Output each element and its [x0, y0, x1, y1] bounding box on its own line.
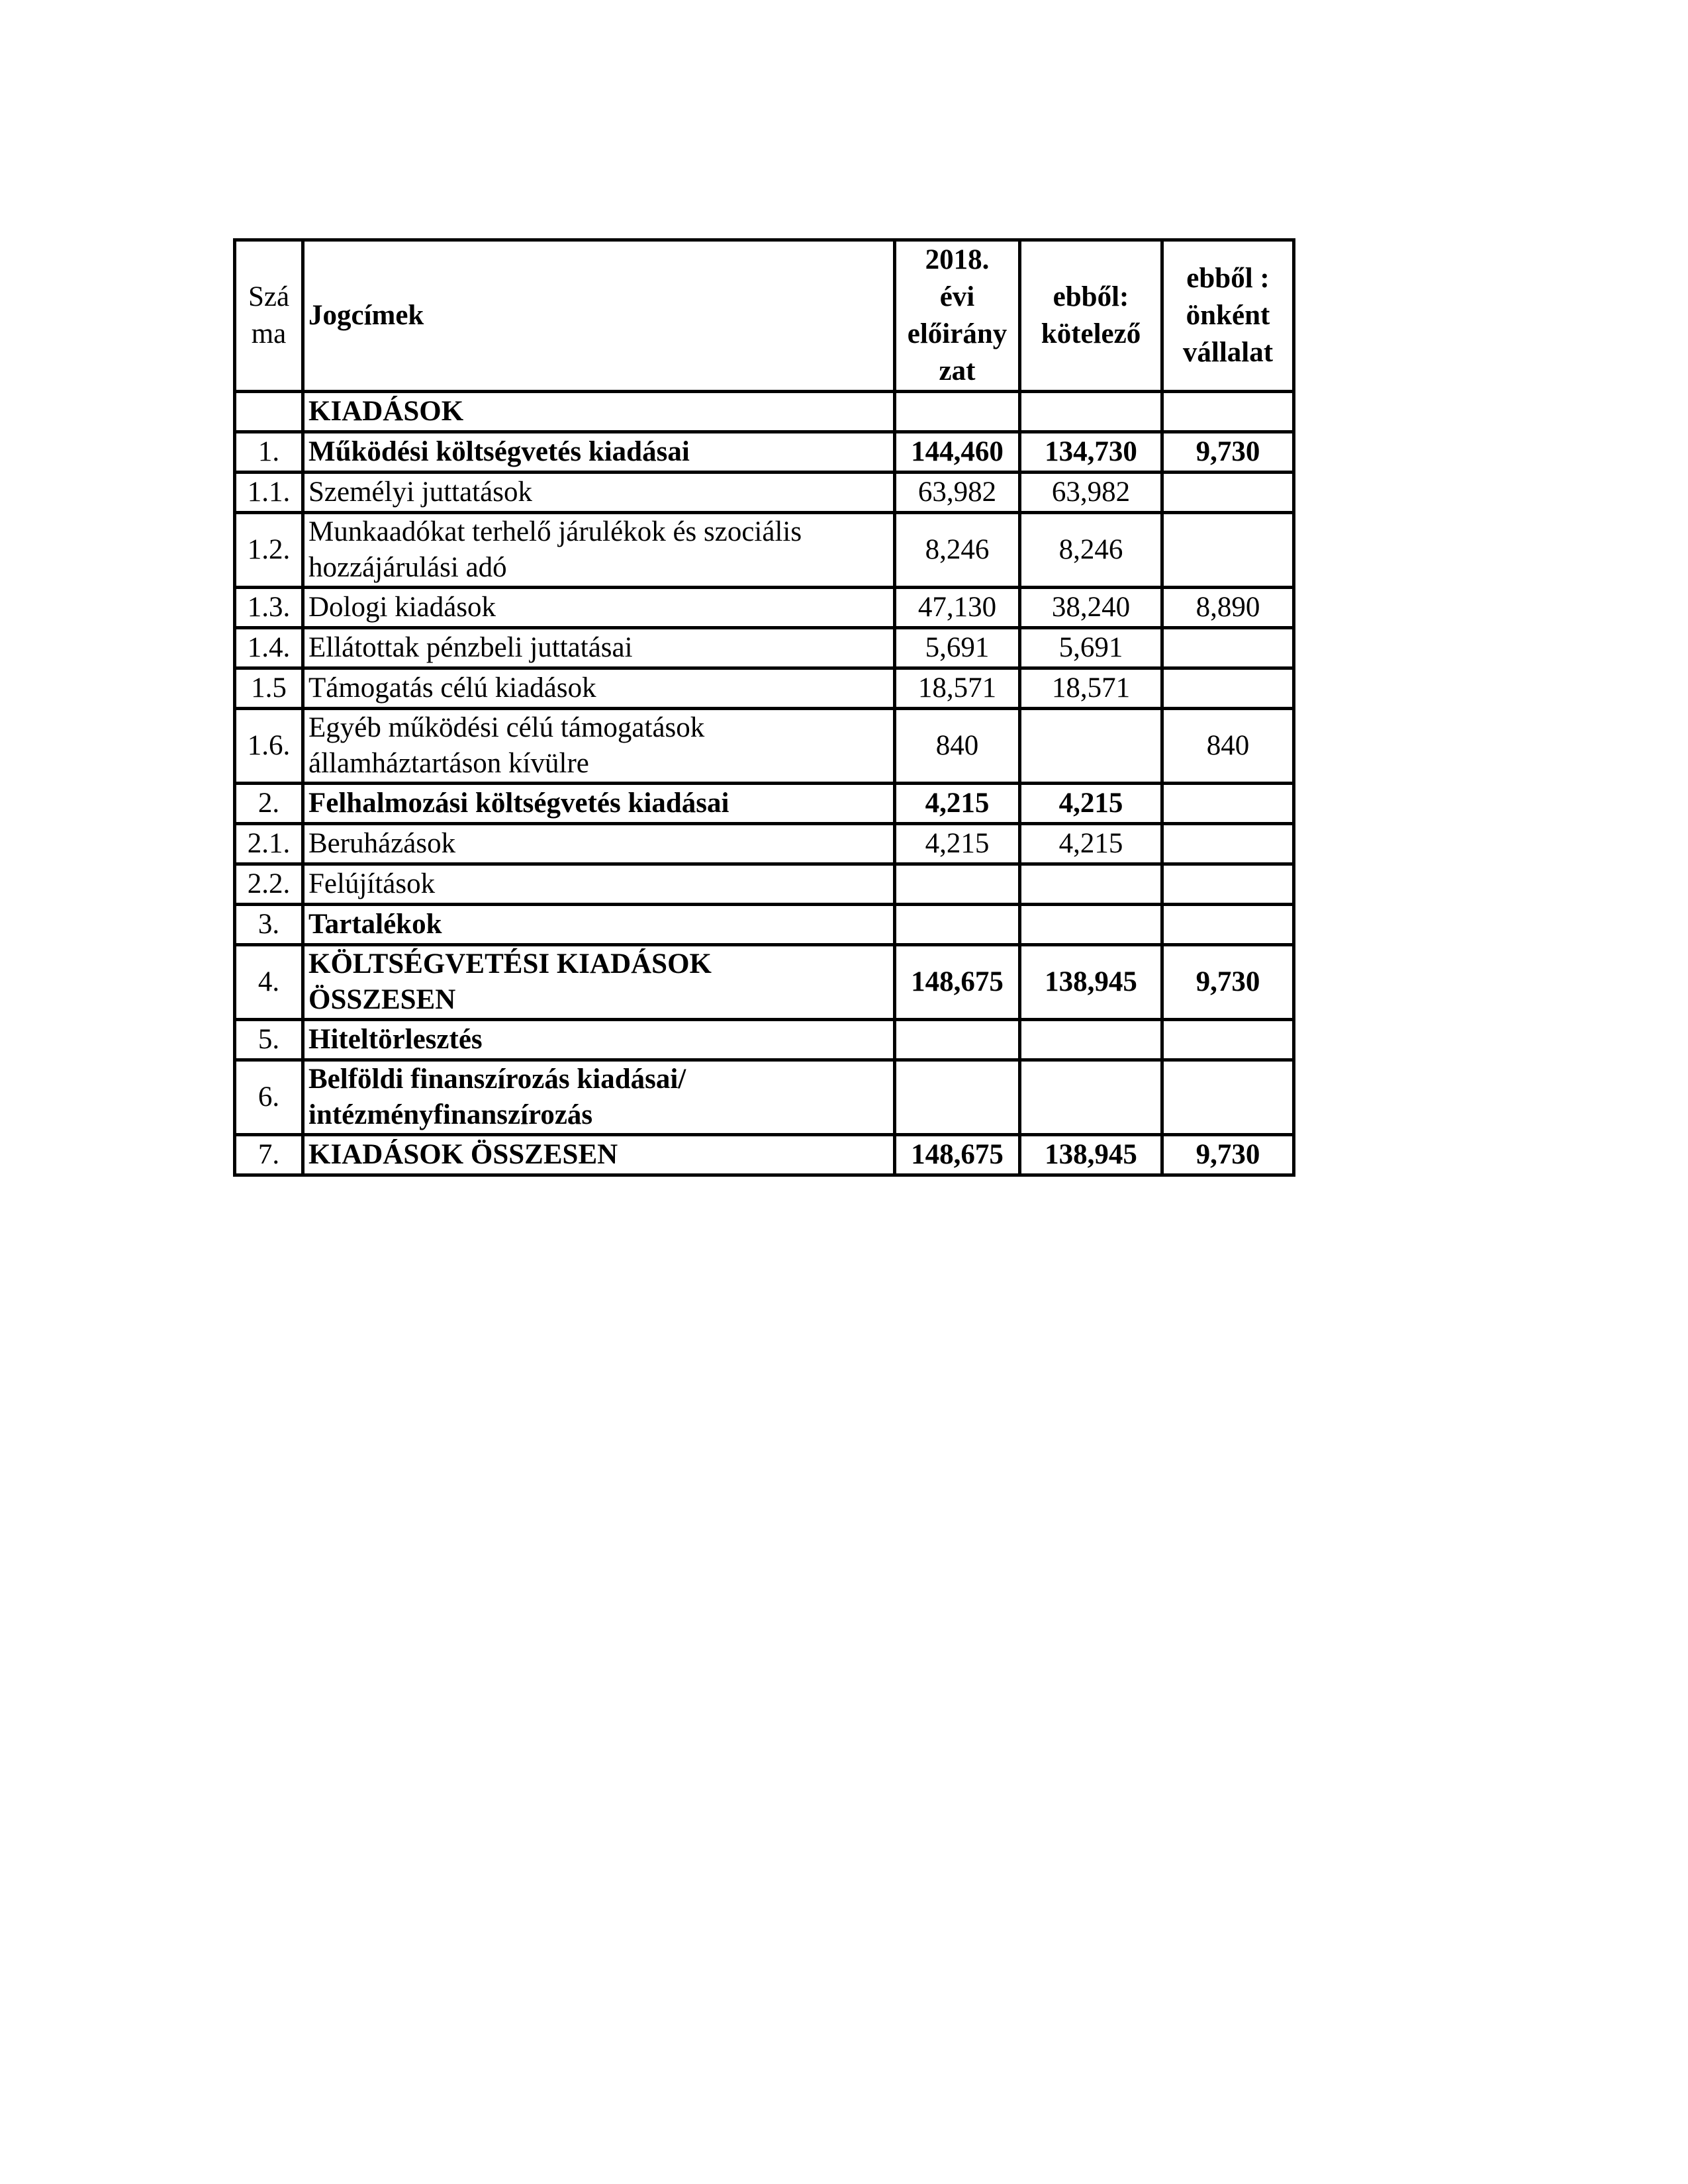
header-voluntary-line: önként — [1186, 300, 1270, 331]
row-title-line: Dologi kiadások — [308, 592, 496, 623]
table-row — [235, 628, 1294, 668]
row-title — [303, 1135, 895, 1175]
value-appropriation — [895, 392, 1020, 432]
row-title-line: Beruházások — [308, 828, 456, 859]
value-appropriation: 148,675 — [895, 1135, 1020, 1175]
header-title: Jogcímek — [303, 240, 895, 392]
value-mandatory — [1020, 392, 1162, 432]
row-title — [303, 1060, 895, 1135]
value-mandatory — [1020, 1060, 1162, 1135]
value-appropriation: 5,691 — [895, 628, 1020, 668]
value-appropriation — [895, 1060, 1020, 1135]
row-title — [303, 392, 895, 432]
value-mandatory — [1020, 709, 1162, 784]
row-title-line: KIADÁSOK — [308, 396, 464, 427]
value-mandatory: 5,691 — [1020, 628, 1162, 668]
value-appropriation — [895, 1020, 1020, 1060]
row-number: 1.1. — [235, 473, 303, 513]
value-appropriation: 840 — [895, 709, 1020, 784]
header-appropriation-line: évi — [939, 281, 975, 312]
row-title-line: Támogatás célú kiadások — [308, 672, 596, 704]
row-number: 2. — [235, 784, 303, 824]
row-number: 6. — [235, 1060, 303, 1135]
header-number-line: Szá — [248, 281, 290, 312]
row-title — [303, 784, 895, 824]
value-appropriation: 18,571 — [895, 668, 1020, 709]
table-row — [235, 513, 1294, 588]
header-voluntary-line: ebből : — [1186, 263, 1270, 294]
header-mandatory-line: kötelező — [1041, 318, 1141, 349]
value-appropriation: 47,130 — [895, 588, 1020, 628]
row-title-line: hozzájárulási adó — [308, 552, 507, 583]
row-number: 1.4. — [235, 628, 303, 668]
header-voluntary — [1162, 240, 1294, 392]
value-voluntary: 9,730 — [1162, 945, 1294, 1020]
header-voluntary-line: vállalat — [1182, 337, 1274, 368]
table-row — [235, 432, 1294, 473]
value-voluntary: 8,890 — [1162, 588, 1294, 628]
value-voluntary — [1162, 668, 1294, 709]
value-mandatory: 134,730 — [1020, 432, 1162, 473]
value-appropriation: 148,675 — [895, 945, 1020, 1020]
table-row — [235, 824, 1294, 864]
row-title — [303, 513, 895, 588]
table-row — [235, 864, 1294, 905]
value-voluntary — [1162, 824, 1294, 864]
header-mandatory — [1020, 240, 1162, 392]
row-title-line: Belföldi finanszírozás kiadásai/ — [308, 1064, 686, 1095]
budget-table — [233, 238, 1295, 1177]
table-row — [235, 1020, 1294, 1060]
header-row — [235, 240, 1294, 392]
header-appropriation-line: 2018. — [925, 244, 990, 275]
value-mandatory: 18,571 — [1020, 668, 1162, 709]
value-voluntary — [1162, 513, 1294, 588]
value-mandatory — [1020, 864, 1162, 905]
value-voluntary — [1162, 1060, 1294, 1135]
row-title-line: Egyéb működési célú támogatások — [308, 712, 705, 743]
table-body — [235, 392, 1294, 1175]
row-title — [303, 945, 895, 1020]
row-title-line: Tartalékok — [308, 909, 442, 940]
row-title-line: Felújítások — [308, 868, 436, 899]
row-title-line: Személyi juttatások — [308, 477, 532, 508]
header-appropriation — [895, 240, 1020, 392]
row-title — [303, 905, 895, 945]
table-row — [235, 1060, 1294, 1135]
row-number: 2.2. — [235, 864, 303, 905]
row-number: 5. — [235, 1020, 303, 1060]
value-voluntary: 9,730 — [1162, 432, 1294, 473]
row-title-line: KÖLTSÉGVETÉSI KIADÁSOK — [308, 948, 712, 979]
row-title — [303, 473, 895, 513]
value-appropriation — [895, 905, 1020, 945]
row-title-line: ÖSSZESEN — [308, 984, 456, 1015]
table-row — [235, 784, 1294, 824]
value-mandatory: 138,945 — [1020, 1135, 1162, 1175]
table-row — [235, 945, 1294, 1020]
row-number: 1.6. — [235, 709, 303, 784]
row-number: 2.1. — [235, 824, 303, 864]
row-title-line: Hiteltörlesztés — [308, 1024, 483, 1055]
row-number: 1.5 — [235, 668, 303, 709]
value-appropriation: 144,460 — [895, 432, 1020, 473]
row-number: 1.2. — [235, 513, 303, 588]
row-title-line: Felhalmozási költségvetés kiadásai — [308, 788, 729, 819]
value-voluntary — [1162, 784, 1294, 824]
row-number: 3. — [235, 905, 303, 945]
row-number: 7. — [235, 1135, 303, 1175]
value-voluntary — [1162, 864, 1294, 905]
value-mandatory — [1020, 1020, 1162, 1060]
value-mandatory: 4,215 — [1020, 784, 1162, 824]
table-row — [235, 588, 1294, 628]
row-title — [303, 588, 895, 628]
table-row — [235, 392, 1294, 432]
value-appropriation: 8,246 — [895, 513, 1020, 588]
value-mandatory: 4,215 — [1020, 824, 1162, 864]
row-number: 4. — [235, 945, 303, 1020]
row-title-line: intézményfinanszírozás — [308, 1099, 593, 1130]
row-title — [303, 824, 895, 864]
value-appropriation: 4,215 — [895, 784, 1020, 824]
row-title-line: KIADÁSOK ÖSSZESEN — [308, 1139, 618, 1170]
row-title — [303, 1020, 895, 1060]
value-voluntary — [1162, 392, 1294, 432]
value-mandatory — [1020, 905, 1162, 945]
row-title-line: Működési költségvetés kiadásai — [308, 436, 690, 467]
row-title — [303, 864, 895, 905]
value-voluntary: 840 — [1162, 709, 1294, 784]
value-voluntary — [1162, 1020, 1294, 1060]
table-row — [235, 668, 1294, 709]
value-appropriation: 63,982 — [895, 473, 1020, 513]
value-appropriation: 4,215 — [895, 824, 1020, 864]
row-title — [303, 668, 895, 709]
value-mandatory: 8,246 — [1020, 513, 1162, 588]
header-appropriation-line: előirány — [907, 318, 1008, 349]
table-row — [235, 905, 1294, 945]
value-appropriation — [895, 864, 1020, 905]
table-row — [235, 1135, 1294, 1175]
table-row — [235, 473, 1294, 513]
row-title-line: Munkaadókat terhelő járulékok és szociális — [308, 516, 802, 547]
header-mandatory-line: ebből: — [1053, 281, 1129, 312]
row-title — [303, 709, 895, 784]
row-title-line: államháztartáson kívülre — [308, 748, 589, 779]
row-title-line: Ellátottak pénzbeli juttatásai — [308, 632, 633, 663]
header-number — [235, 240, 303, 392]
table-row — [235, 709, 1294, 784]
value-voluntary — [1162, 628, 1294, 668]
row-title — [303, 628, 895, 668]
row-number: 1. — [235, 432, 303, 473]
row-title — [303, 432, 895, 473]
value-mandatory: 138,945 — [1020, 945, 1162, 1020]
value-voluntary: 9,730 — [1162, 1135, 1294, 1175]
value-voluntary — [1162, 905, 1294, 945]
value-mandatory: 38,240 — [1020, 588, 1162, 628]
value-mandatory: 63,982 — [1020, 473, 1162, 513]
row-number — [235, 392, 303, 432]
value-voluntary — [1162, 473, 1294, 513]
header-number-line: ma — [251, 318, 287, 349]
row-number: 1.3. — [235, 588, 303, 628]
header-appropriation-line: zat — [939, 355, 976, 387]
